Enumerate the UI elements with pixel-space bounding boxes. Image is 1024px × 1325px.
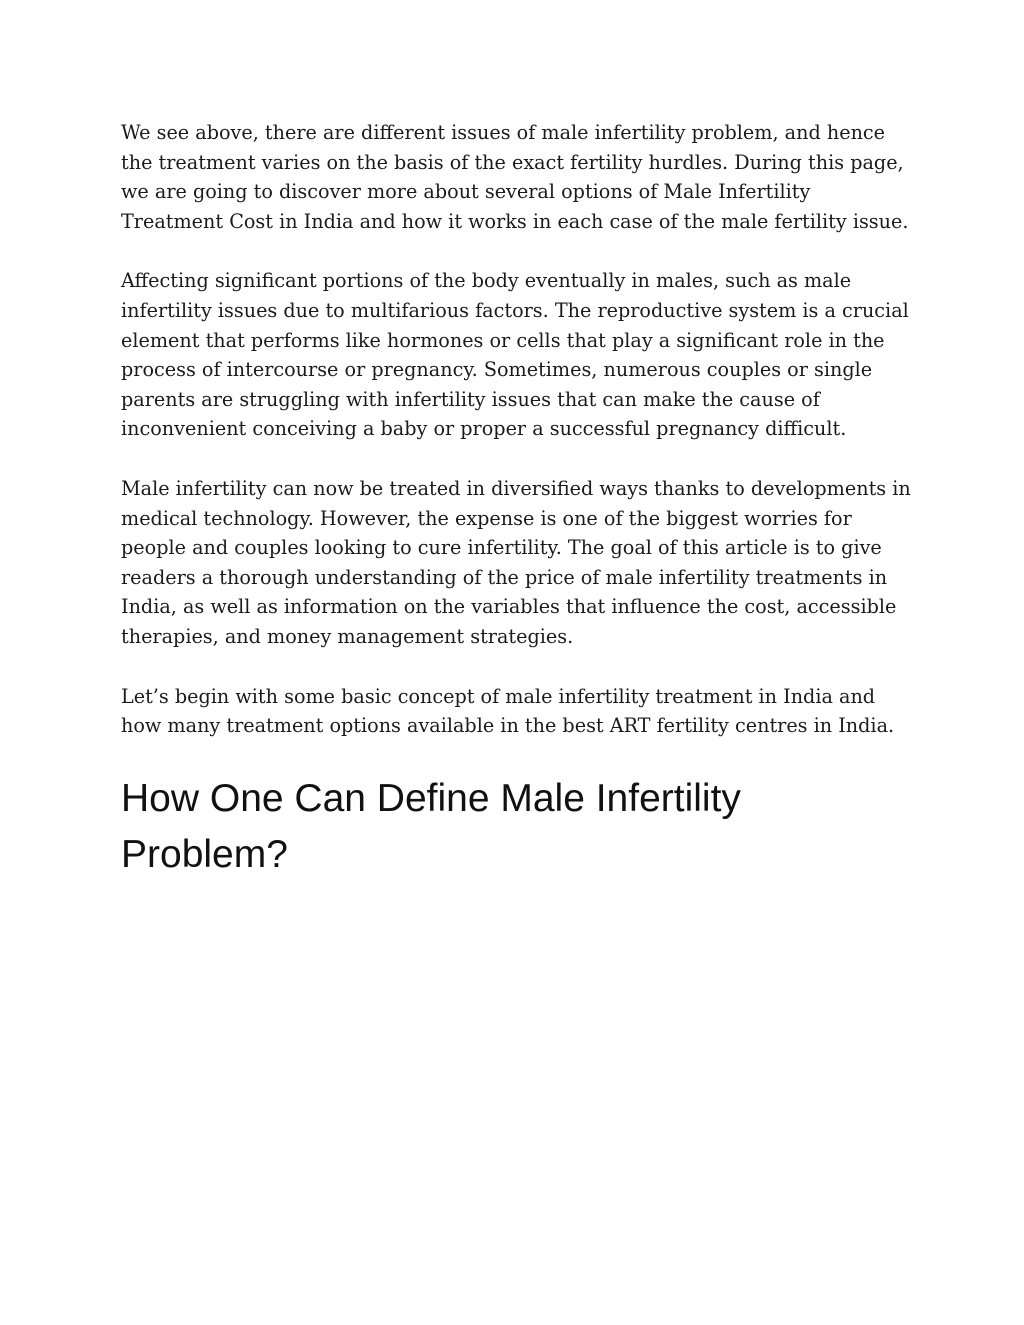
paragraph-affecting: Affecting significant portions of the body eventually in males, such as male infertility issues due to multifarious factors. The reproductive system is a crucial element that performs like hormones or cells that play a significant role in the process of intercourse or pregnancy. Sometimes, numerous couples or single parents are struggling with infertility issues that can make the cause of inconvenient conceiving a baby or proper a successful pregnancy difficult. [121,269,909,441]
paragraph-intro: We see above, there are different issues of male infertility problem, and hence the treatment varies on the basis of the exact fertility hurdles. During this page, we are going to discover more about several options of Male Infertility Treatment Cost in India and how it works in each case of the male fertility issue. [121,121,909,233]
document-body [121,118,911,883]
paragraph-lets-begin: Let’s begin with some basic concept of male infertility treatment in India and how many treatment options available in the best ART fertility centres in India. [121,684,895,738]
section-heading: How One Can Define Male Infertility Problem? [121,776,741,876]
paragraph-treatment-cost: Male infertility can now be treated in diversified ways thanks to developments in medical technology. However, the expense is one of the biggest worries for people and couples looking to cure infertility. The goal of this article is to give readers a thorough understanding of the price of male infertility treatments in India, as well as information on the variables that influence the cost, accessible therapies, and money management strategies. [121,476,911,648]
